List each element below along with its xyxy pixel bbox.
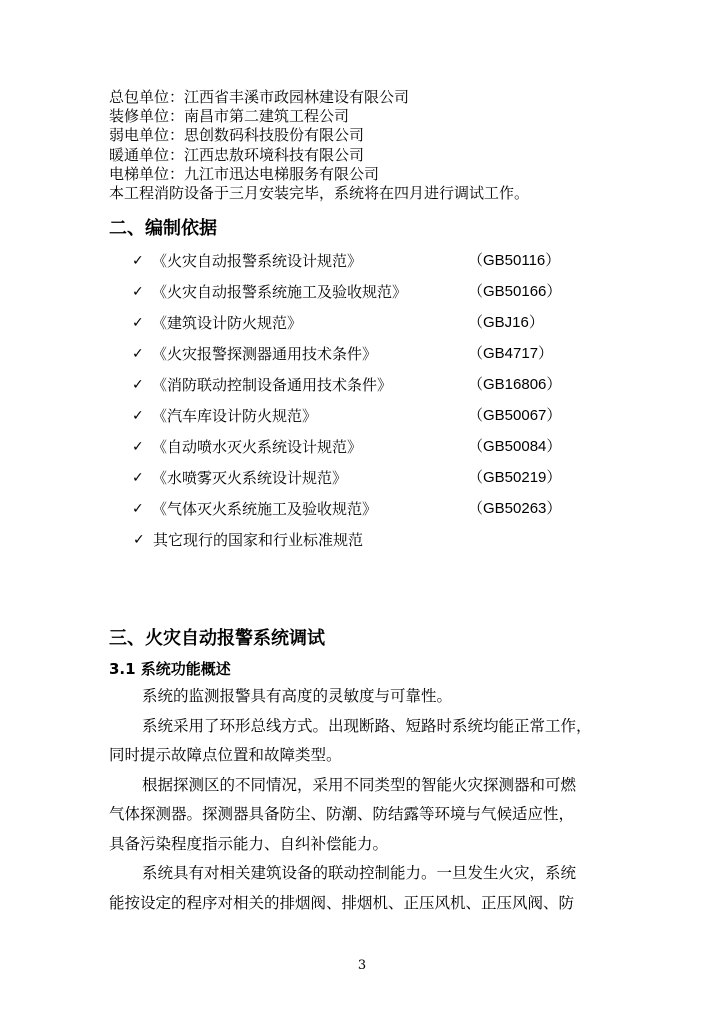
unit-line-elevator: 电梯单位：九江市迅达电梯服务有限公司 [109,164,380,183]
standard-title: 《火灾自动报警系统设计规范》 [152,252,363,270]
list-item [0,373,724,397]
paragraph-line: 根据探测区的不同情况，采用不同类型的智能火灾探测器和可燃 [142,775,577,794]
list-item [0,435,724,459]
standard-code: （GB50219） [468,469,562,486]
paragraph-line: 系统的监测报警具有高度的灵敏度与可靠性。 [142,687,453,705]
project-units-block [109,88,629,203]
unit-line-decoration: 装修单位：南昌市第二建筑工程公司 [109,107,350,126]
standard-title: 《气体灭火系统施工及验收规范》 [152,500,378,518]
body-paragraphs [109,682,634,918]
check-icon: ✓ [132,284,144,300]
unit-line-general-contractor: 总包单位：江西省丰溪市政园林建设有限公司 [109,88,410,106]
standard-code: （GB50067） [468,407,562,424]
check-icon: ✓ [132,439,144,455]
check-icon: ✓ [132,253,144,269]
list-item [0,466,724,490]
list-item [0,528,724,552]
paragraph-line: 能按设定的程序对相关的排烟阀、排烟机、正压风机、正压风阀、防 [109,893,575,912]
installation-note: 本工程消防设备于三月安装完毕，系统将在四月进行调试工作。 [109,184,530,203]
list-item [0,497,724,521]
paragraph-line: 系统具有对相关建筑设备的联动控制能力。一旦发生火灾，系统 [142,864,577,882]
check-icon: ✓ [132,315,144,331]
paragraph-line: 系统采用了环形总线方式。出现断路、短路时系统均能正常工作， [142,716,592,735]
standard-title: 《火灾报警探测器通用技术条件》 [152,345,378,363]
standard-title: 《火灾自动报警系统施工及验收规范》 [152,283,408,301]
list-item [0,249,724,273]
paragraph-line: 具备污染程度指示能力、自纠补偿能力。 [109,834,389,853]
standard-title: 《消防联动控制设备通用技术条件》 [152,376,393,394]
unit-line-hvac: 暖通单位：江西忠敖环境科技有限公司 [109,145,365,164]
list-item [0,404,724,428]
unit-line-weak-current: 弱电单位：思创数码科技股份有限公司 [109,126,365,145]
check-icon: ✓ [132,408,144,424]
standard-code: （GB50263） [468,500,562,517]
check-icon: ✓ [132,346,144,362]
section-heading-fire-alarm: 三、火灾自动报警系统调试 [109,628,325,649]
check-icon: ✓ [133,532,145,548]
check-icon: ✓ [132,377,144,393]
subsection-heading-overview: 3.1 系统功能概述 [109,660,231,678]
standard-code: （GB16806） [468,376,562,393]
list-item [0,311,724,335]
paragraph-line: 同时提示故障点位置和故障类型。 [109,746,342,764]
list-item [0,342,724,366]
paragraph-line: 气体探测器。探测器具备防尘、防潮、防结露等环境与气候适应性， [109,805,575,823]
list-item [0,280,724,304]
standard-title: 《水喷雾灭火系统设计规范》 [152,469,348,487]
page-number: 3 [357,958,367,973]
standard-title: 《自动喷水灭火系统设计规范》 [152,438,363,456]
standard-code: （GB50116） [468,252,561,269]
check-icon: ✓ [132,470,144,486]
standard-code: （GBJ16） [468,314,544,331]
standard-title: 《建筑设计防火规范》 [152,314,303,332]
standard-code: （GB50166） [468,283,562,300]
check-icon: ✓ [132,501,144,517]
standard-title: 《汽车库设计防火规范》 [152,407,318,425]
other-standards: 其它现行的国家和行业标准规范 [153,531,364,549]
section-heading-basis: 二、编制依据 [109,218,217,239]
standard-code: （GB50084） [468,438,562,455]
standard-code: （GB4717） [468,345,554,362]
